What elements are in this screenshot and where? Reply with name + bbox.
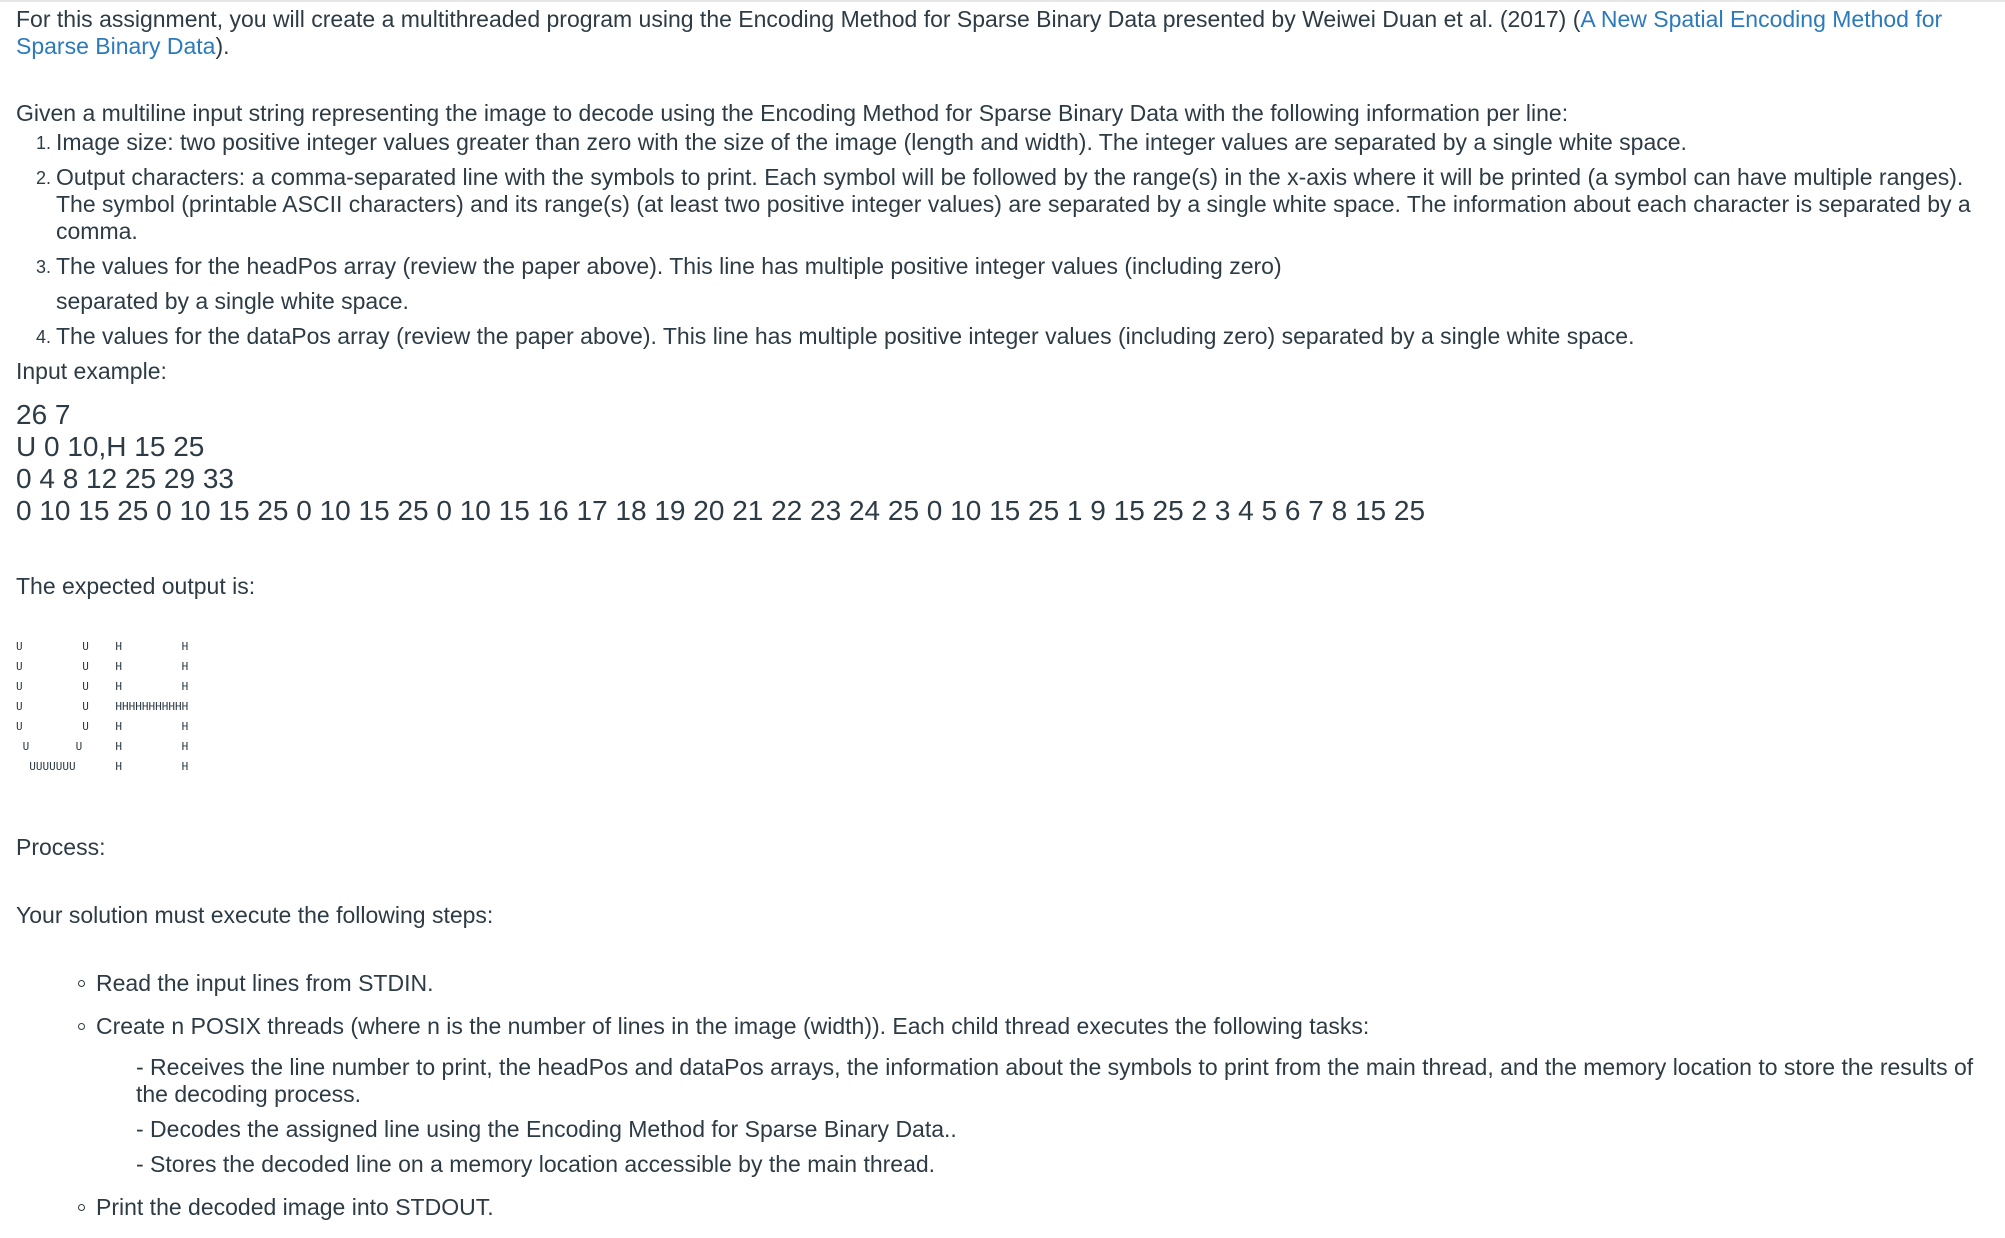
process-steps-list [16, 970, 1991, 1221]
list-number: 1. [36, 133, 52, 153]
list-item-text: The values for the headPos array (review the paper above). This line has multiple positive integer values (including zero) [56, 253, 1282, 279]
list-number: 4. [36, 327, 52, 347]
step-text: Create n POSIX threads (where n is the number of lines in the image (width)). Each child thread executes the following tasks: [96, 1013, 1370, 1039]
subtask-item: - Stores the decoded line on a memory location accessible by the main thread. [136, 1151, 936, 1177]
input-spec-list [16, 129, 1991, 350]
input-line: 0 4 8 12 25 29 33 [16, 463, 234, 494]
list-item-text: Image size: two positive integer values greater than zero with the size of the image (length and width). The integer values are separated by a single white space. [56, 129, 1687, 155]
input-line: U 0 10,H 15 25 [16, 431, 205, 462]
intro-text: For this assignment, you will create a multithreaded program using the Encoding Method for Sparse Binary Data presented by Weiwei Duan et al. (2017) ( [16, 6, 1581, 32]
list-item-text: The values for the dataPos array (review the paper above). This line has multiple positive integer values (including zero) separated by a single white space. [56, 323, 1635, 349]
list-item-continuation: separated by a single white space. [56, 288, 409, 314]
list-item [36, 323, 1991, 350]
expected-output-block [16, 637, 1991, 777]
intro-paragraph [16, 6, 1991, 60]
output-line: U U H H [16, 720, 189, 733]
intro-suffix: ). [215, 33, 230, 59]
process-intro: Your solution must execute the following steps: [16, 902, 494, 928]
output-line: U U H H [16, 740, 189, 753]
list-item [96, 970, 1991, 997]
input-line: 0 10 15 25 0 10 15 25 0 10 15 25 0 10 15 16 17 18 19 20 21 22 23 24 25 0 10 15 25 1 9 15 25 2 3 4 5 6 7 8 15 25 [16, 495, 1426, 526]
output-line: U U HHHHHHHHHHH [16, 700, 189, 713]
input-example-block [16, 399, 1991, 527]
output-line: U U H H [16, 660, 189, 673]
circle-bullet-icon [78, 1204, 85, 1211]
circle-bullet-icon [78, 1023, 85, 1030]
subtask-item: - Receives the line number to print, the headPos and dataPos arrays, the information about the symbols to print from the main thread, and the memory location to store the results of the decoding process. [136, 1054, 1974, 1107]
list-item [96, 1194, 1991, 1221]
list-number: 3. [36, 257, 52, 277]
step-text: Read the input lines from STDIN. [96, 970, 434, 996]
step-text: Print the decoded image into STDOUT. [96, 1194, 494, 1220]
list-number: 2. [36, 168, 52, 188]
list-item [96, 1013, 1991, 1178]
thread-subtasks [136, 1054, 1991, 1178]
subtask-item: - Decodes the assigned line using the Encoding Method for Sparse Binary Data.. [136, 1116, 957, 1142]
output-line: UUUUUUU H H [16, 760, 189, 773]
process-heading: Process: [16, 834, 106, 860]
assignment-content [16, 6, 1991, 1237]
output-line: U U H H [16, 640, 189, 653]
expected-output-label: The expected output is: [16, 573, 256, 599]
list-item-text: Output characters: a comma-separated line with the symbols to print. Each symbol will be followed by the range(s) in the x-axis where it will be printed (a symbol can have multiple ranges). The symbol (printable ASCII characters) and its range(s) (at least two positive integer values) are separated by a single white space. The information about each character is separated by a comma. [56, 164, 1971, 244]
input-line: 26 7 [16, 399, 71, 430]
list-item [36, 164, 1991, 245]
paper-link[interactable]: A New Spatial Encoding Method for Sparse Binary Data [16, 6, 1943, 59]
input-example-label: Input example: [16, 358, 167, 384]
given-paragraph: Given a multiline input string representing the image to decode using the Encoding Method for Sparse Binary Data with the following information per line: [16, 100, 1569, 126]
top-divider [0, 0, 2005, 2]
circle-bullet-icon [78, 980, 85, 987]
list-item [36, 129, 1991, 156]
list-item [36, 253, 1991, 315]
output-line: U U H H [16, 680, 189, 693]
